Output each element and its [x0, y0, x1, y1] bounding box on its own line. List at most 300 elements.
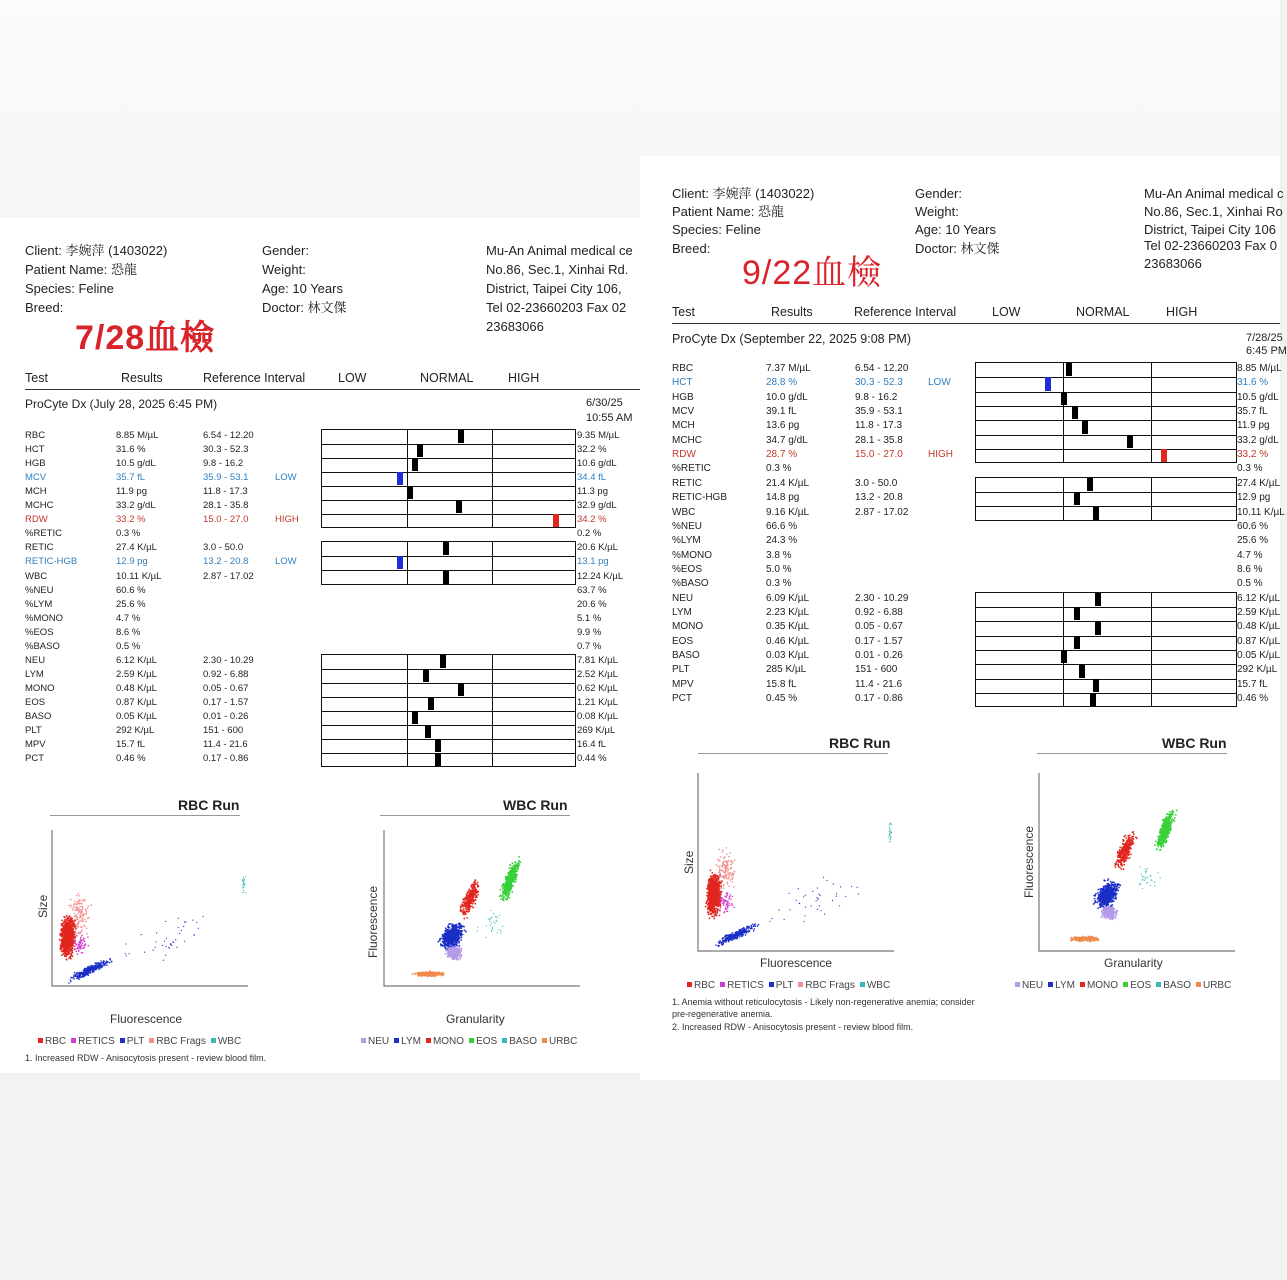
legend-label: RBC: [45, 1036, 67, 1047]
legend-label: RETICS: [78, 1036, 115, 1047]
range-marker: [435, 753, 441, 766]
rbc-legend: [682, 980, 890, 991]
scatter-cluster: [1070, 936, 1099, 943]
rbc-run-title: RBC Run: [829, 735, 891, 751]
clinic-fax: 23683066: [486, 319, 544, 334]
clinic-phone: Tel 02-23660203 Fax 02: [486, 300, 627, 315]
test-name: PCT: [25, 753, 44, 765]
range-marker: [1079, 664, 1085, 677]
report-panel-september: [640, 156, 1287, 1080]
legend-label: WBC: [866, 980, 891, 991]
legend-label: PLT: [775, 980, 794, 991]
previous-result: 33.2 g/dL: [1237, 434, 1279, 446]
range-marker: [1087, 478, 1093, 491]
species-line: Species: Feline: [25, 281, 114, 296]
result-value: 15.7 fL: [116, 739, 146, 751]
flag-label: LOW: [275, 472, 297, 484]
reference-interval: 28.1 - 35.8: [203, 500, 249, 512]
result-value: 0.05 K/µL: [116, 711, 157, 722]
scatter-cluster: [499, 856, 522, 901]
reference-interval: 0.01 - 0.26: [203, 711, 249, 722]
comment-line: 1. Increased RDW - Anisocytosis present - review blood film.: [25, 1053, 267, 1063]
test-name: RETIC: [672, 477, 702, 489]
range-marker: [1090, 693, 1096, 706]
previous-result: 34.4 fL: [577, 472, 607, 484]
scatter-cluster: [59, 915, 77, 961]
reference-interval: 15.0 - 27.0: [855, 449, 903, 461]
clinic-address-1: No.86, Sec.1, Xinhai Rd.: [486, 262, 629, 277]
test-name: LYM: [672, 606, 692, 618]
previous-result: 0.5 %: [1237, 578, 1263, 590]
previous-result: 0.62 K/µL: [577, 682, 618, 694]
reference-interval: 151 - 600: [203, 725, 244, 737]
legend-label: LYM: [401, 1036, 421, 1047]
rbc-x-axis-label: Fluorescence: [110, 1012, 183, 1026]
client-line: Client: 李婉萍 (1403022): [672, 186, 815, 201]
previous-result: 269 K/µL: [577, 725, 616, 737]
previous-result: 4.7 %: [1237, 549, 1263, 561]
header-rule: [672, 323, 1280, 324]
previous-result: 15.7 fL: [1237, 678, 1268, 690]
previous-result: 0.3 %: [1237, 463, 1263, 475]
result-value: 3.8 %: [766, 549, 792, 561]
previous-result: 16.4 fL: [577, 739, 607, 751]
test-name: RETIC-HGB: [672, 492, 727, 504]
wbc-run-title: WBC Run: [503, 797, 568, 813]
range-marker: [440, 655, 446, 668]
result-value: 33.2 %: [116, 514, 146, 526]
test-name: RDW: [25, 514, 48, 526]
previous-result: 20.6 %: [577, 598, 607, 610]
breed-line: Breed:: [25, 300, 64, 315]
previous-result: 11.9 pg: [1237, 420, 1270, 432]
previous-result: 2.59 K/µL: [1237, 606, 1281, 618]
previous-result: 0.48 K/µL: [1237, 621, 1281, 633]
previous-result: 13.1 pg: [577, 556, 609, 568]
reference-interval: 2.30 - 10.29: [203, 654, 254, 666]
scatter-cluster: [412, 970, 445, 977]
rbc-y-axis-label: Size: [36, 894, 50, 918]
previous-time: 6:45 PM: [1246, 345, 1287, 357]
test-name: RETIC: [25, 542, 54, 554]
result-value: 4.7 %: [116, 612, 141, 624]
result-value: 31.6 %: [116, 444, 146, 456]
rbc-scatter-plot: [696, 771, 896, 953]
test-name: %MONO: [672, 549, 712, 561]
previous-result: 34.2 %: [577, 514, 607, 526]
scatter-cluster: [445, 945, 463, 961]
range-marker: [1093, 507, 1099, 520]
legend-swatch: [1156, 982, 1161, 987]
result-value: 0.5 %: [116, 640, 141, 652]
test-name: %RETIC: [672, 463, 711, 475]
previous-result: 2.52 K/µL: [577, 668, 618, 680]
range-marker: [1074, 636, 1080, 649]
col-high: HIGH: [508, 371, 540, 385]
result-value: 292 K/µL: [116, 725, 155, 737]
scatter-cluster: [715, 923, 759, 947]
col-reference: Reference Interval: [854, 305, 957, 319]
col-results: Results: [121, 371, 163, 385]
result-value: 39.1 fL: [766, 406, 797, 418]
result-value: 6.12 K/µL: [116, 654, 157, 666]
result-value: 10.11 K/µL: [116, 570, 162, 582]
reference-interval: 0.92 - 6.88: [855, 606, 903, 618]
test-name: %BASO: [25, 640, 60, 652]
legend-label: URBC: [548, 1036, 578, 1047]
result-value: 21.4 K/µL: [766, 477, 810, 489]
test-name: %MONO: [25, 612, 63, 624]
result-value: 12.9 pg: [116, 556, 148, 568]
result-value: 25.6 %: [116, 598, 146, 610]
reference-interval: 30.3 - 52.3: [203, 444, 249, 456]
reference-interval: 0.17 - 0.86: [203, 753, 249, 765]
result-value: 5.0 %: [766, 563, 792, 575]
legend-swatch: [1123, 982, 1128, 987]
flag-label: HIGH: [928, 449, 953, 461]
test-name: WBC: [672, 506, 696, 518]
report-panel-july: [0, 218, 640, 1073]
legend-swatch: [1080, 982, 1085, 987]
legend-label: MONO: [1086, 980, 1119, 991]
previous-result: 6.12 K/µL: [1237, 592, 1281, 604]
reference-interval: 6.54 - 12.20: [855, 363, 909, 374]
weight-line: Weight:: [262, 262, 306, 277]
wbc-legend: [356, 1036, 577, 1047]
test-name: %NEU: [25, 584, 54, 596]
test-name: %RETIC: [25, 528, 62, 540]
range-marker: [428, 697, 434, 710]
previous-result: 7.81 K/µL: [577, 654, 618, 666]
clinic-phone: Tel 02-23660203 Fax 0: [1144, 238, 1277, 253]
col-reference: Reference Interval: [203, 371, 306, 385]
reference-interval: 3.0 - 50.0: [855, 477, 898, 489]
test-name: RBC: [672, 363, 694, 374]
wbc-y-axis-label: Fluorescence: [1022, 825, 1036, 898]
range-marker: [417, 444, 423, 457]
rbc-x-axis-label: Fluorescence: [760, 956, 833, 970]
previous-result: 292 K/µL: [1237, 664, 1278, 676]
legend-label: RBC: [694, 980, 716, 991]
test-name: %LYM: [25, 598, 53, 610]
range-marker: [1061, 392, 1067, 405]
previous-result: 32.2 %: [577, 444, 607, 456]
range-marker: [423, 669, 429, 682]
rbc-title-rule: [50, 815, 240, 816]
legend-swatch: [38, 1038, 43, 1043]
test-name: PLT: [25, 725, 42, 737]
wbc-run-title: WBC Run: [1162, 735, 1227, 751]
reference-interval: 11.4 - 21.6: [203, 739, 248, 751]
legend-label: NEU: [368, 1036, 390, 1047]
result-value: 0.46 K/µL: [766, 635, 810, 647]
run-label: ProCyte Dx (July 28, 2025 6:45 PM): [25, 397, 218, 411]
previous-result: 8.85 M/µL: [1237, 363, 1282, 374]
col-low: LOW: [992, 305, 1021, 319]
col-high: HIGH: [1166, 305, 1198, 319]
range-marker: [407, 486, 413, 499]
test-name: MPV: [25, 739, 46, 751]
clinic-address-2: District, Taipei City 106: [1144, 222, 1276, 237]
previous-result: 0.7 %: [577, 640, 602, 652]
range-marker: [425, 725, 431, 738]
test-name: PCT: [672, 693, 692, 705]
previous-result: 10.6 g/dL: [577, 458, 617, 470]
test-name: %EOS: [25, 626, 54, 638]
legend-swatch: [769, 982, 774, 987]
col-normal: NORMAL: [420, 371, 474, 385]
legend-label: BASO: [1163, 980, 1191, 991]
legend-label: RBC Frags: [156, 1036, 206, 1047]
result-value: 8.6 %: [116, 626, 141, 638]
legend-label: LYM: [1055, 980, 1075, 991]
breed-line: Breed:: [672, 241, 711, 256]
species-line: Species: Feline: [672, 222, 761, 237]
clinic-name: Mu-An Animal medical c: [1144, 186, 1284, 201]
test-name: RBC: [25, 430, 46, 441]
scatter-cluster: [1114, 831, 1137, 870]
scatter-cluster: [125, 916, 204, 961]
wbc-y-axis-label: Fluorescence: [366, 885, 380, 958]
reference-interval: 6.54 - 12.20: [203, 430, 254, 441]
test-name: %EOS: [672, 563, 703, 575]
wbc-legend: [1010, 980, 1231, 991]
previous-result: 0.05 K/µL: [1237, 650, 1281, 661]
test-name: LYM: [25, 668, 44, 680]
legend-swatch: [1048, 982, 1053, 987]
reference-interval: 9.8 - 16.2: [855, 391, 898, 403]
test-name: MCH: [672, 420, 695, 432]
result-value: 35.7 fL: [116, 472, 146, 484]
client-line: Client: 李婉萍 (1403022): [25, 243, 168, 258]
range-marker: [1074, 607, 1080, 620]
test-name: MCV: [672, 406, 695, 418]
flag-label: LOW: [928, 377, 951, 389]
test-name: %NEU: [672, 520, 703, 532]
clinic-name: Mu-An Animal medical ce: [486, 243, 633, 258]
previous-result: 20.6 K/µL: [577, 542, 618, 554]
result-value: 15.8 fL: [766, 678, 797, 690]
result-value: 28.8 %: [766, 377, 798, 389]
reference-interval: 15.0 - 27.0: [203, 514, 249, 526]
legend-swatch: [502, 1038, 507, 1043]
reference-interval: 35.9 - 53.1: [203, 472, 249, 484]
test-name: MONO: [25, 682, 55, 694]
weight-line: Weight:: [915, 204, 959, 219]
col-normal: NORMAL: [1076, 305, 1130, 319]
result-value: 8.85 M/µL: [116, 430, 159, 441]
range-marker: [397, 556, 403, 569]
previous-result: 1.21 K/µL: [577, 696, 618, 708]
range-marker: [435, 739, 441, 752]
result-value: 0.45 %: [766, 693, 798, 705]
previous-result: 32.9 g/dL: [577, 500, 617, 512]
legend-swatch: [687, 982, 692, 987]
age-line: Age: 10 Years: [262, 281, 343, 296]
result-value: 285 K/µL: [766, 664, 807, 676]
previous-result: 0.08 K/µL: [577, 711, 618, 722]
legend-swatch: [149, 1038, 154, 1043]
reference-interval: 2.87 - 17.02: [855, 506, 909, 518]
scatter-cluster: [888, 823, 892, 843]
result-value: 0.03 K/µL: [766, 650, 810, 661]
range-marker: [443, 571, 449, 584]
legend-swatch: [71, 1038, 76, 1043]
previous-result: 33.2 %: [1237, 449, 1269, 461]
plot-axes: [384, 830, 580, 986]
range-marker: [458, 430, 464, 443]
reference-interval: 0.17 - 0.86: [855, 693, 903, 705]
clinic-address-1: No.86, Sec.1, Xinhai Ro: [1144, 204, 1283, 219]
previous-result: 31.6 %: [1237, 377, 1269, 389]
legend-label: PLT: [126, 1036, 145, 1047]
range-marker: [1161, 449, 1167, 462]
range-marker: [412, 711, 418, 724]
plot-axes: [52, 830, 248, 986]
legend-swatch: [720, 982, 725, 987]
previous-result: 5.1 %: [577, 612, 602, 624]
result-value: 11.9 pg: [116, 486, 147, 498]
reference-interval: 0.17 - 1.57: [855, 635, 903, 647]
range-marker: [1095, 593, 1101, 606]
rbc-run-title: RBC Run: [178, 797, 240, 813]
flag-label: LOW: [275, 556, 297, 568]
legend-label: BASO: [509, 1036, 537, 1047]
previous-result: 60.6 %: [1237, 520, 1269, 532]
range-marker: [1074, 492, 1080, 505]
col-results: Results: [771, 305, 813, 319]
gender-line: Gender:: [262, 243, 309, 258]
age-line: Age: 10 Years: [915, 222, 996, 237]
previous-result: 9.35 M/µL: [577, 430, 620, 441]
reference-interval: 11.4 - 21.6: [855, 678, 903, 690]
reference-interval: 2.87 - 17.02: [203, 570, 254, 582]
legend-swatch: [1196, 982, 1201, 987]
scatter-cluster: [1154, 810, 1178, 851]
result-value: 33.2 g/dL: [116, 500, 156, 512]
reference-interval: 28.1 - 35.8: [855, 434, 903, 446]
handwritten-date-note: 9/22血檢: [742, 254, 883, 292]
previous-result: 0.87 K/µL: [1237, 635, 1281, 647]
range-marker: [553, 514, 559, 527]
previous-result: 25.6 %: [1237, 535, 1269, 547]
scatter-cluster: [770, 877, 859, 922]
legend-swatch: [860, 982, 865, 987]
legend-label: RBC Frags: [805, 980, 855, 991]
reference-interval: 0.05 - 0.67: [203, 682, 249, 694]
range-gauge-block: [321, 429, 576, 528]
test-name: EOS: [672, 635, 694, 647]
result-value: 14.8 pg: [766, 492, 800, 504]
clinic-address-2: District, Taipei City 106,: [486, 281, 622, 296]
previous-result: 63.7 %: [577, 584, 607, 596]
reference-interval: 11.8 - 17.3: [855, 420, 903, 432]
test-name: EOS: [25, 696, 46, 708]
reference-interval: 0.05 - 0.67: [855, 621, 903, 633]
legend-label: URBC: [1202, 980, 1232, 991]
patient-line: Patient Name: 恐龍: [672, 204, 784, 219]
reference-interval: 0.17 - 1.57: [203, 696, 249, 708]
test-name: PLT: [672, 664, 690, 676]
col-test: Test: [672, 305, 695, 319]
range-gauge-block: [321, 654, 576, 767]
scatter-cluster: [1139, 866, 1161, 889]
result-value: 7.37 M/µL: [766, 363, 811, 374]
previous-result: 0.46 %: [1237, 693, 1269, 705]
comment-line-2: pre-regenerative anemia.: [672, 1009, 773, 1019]
range-marker: [458, 683, 464, 696]
col-low: LOW: [338, 371, 367, 385]
test-name: MCH: [25, 486, 47, 498]
legend-swatch: [120, 1038, 125, 1043]
wbc-title-rule: [1037, 753, 1227, 754]
result-value: 0.35 K/µL: [766, 621, 810, 633]
result-value: 10.5 g/dL: [116, 458, 156, 470]
legend-label: NEU: [1022, 980, 1044, 991]
plot-axes: [1039, 773, 1235, 951]
wbc-scatter-plot: [1037, 771, 1237, 953]
legend-swatch: [542, 1038, 547, 1043]
previous-result: 12.9 pg: [1237, 492, 1271, 504]
result-value: 2.23 K/µL: [766, 606, 810, 618]
legend-label: RETICS: [727, 980, 764, 991]
clinic-fax: 23683066: [1144, 256, 1202, 271]
range-marker: [397, 472, 403, 485]
previous-result: 10.11 K/µL: [1237, 506, 1285, 518]
previous-result: 11.3 pg: [577, 486, 608, 498]
wbc-title-rule: [380, 815, 570, 816]
header-rule: [25, 389, 640, 390]
legend-label: EOS: [476, 1036, 498, 1047]
reference-interval: 3.0 - 50.0: [203, 542, 244, 554]
result-value: 0.3 %: [766, 463, 792, 475]
previous-result: 0.44 %: [577, 753, 607, 765]
doctor-line: Doctor: 林文傑: [915, 241, 1000, 256]
scatter-cluster: [460, 879, 480, 919]
wbc-x-axis-label: Granularity: [1104, 956, 1163, 970]
doctor-line: Doctor: 林文傑: [262, 300, 347, 315]
rbc-y-axis-label: Size: [682, 850, 696, 874]
previous-result: 10.5 g/dL: [1237, 391, 1279, 403]
legend-swatch: [211, 1038, 216, 1043]
range-gauge-block: [975, 362, 1237, 463]
result-value: 60.6 %: [116, 584, 146, 596]
reference-interval: 35.9 - 53.1: [855, 406, 903, 418]
legend-swatch: [394, 1038, 399, 1043]
range-marker: [412, 458, 418, 471]
reference-interval: 0.01 - 0.26: [855, 650, 903, 661]
test-name: HGB: [672, 391, 694, 403]
test-name: BASO: [25, 711, 52, 722]
test-name: BASO: [672, 650, 700, 661]
test-name: MPV: [672, 678, 694, 690]
previous-date: 6/30/25: [586, 397, 623, 409]
run-label: ProCyte Dx (September 22, 2025 9:08 PM): [672, 332, 912, 346]
test-name: MONO: [672, 621, 704, 633]
result-value: 0.46 %: [116, 753, 146, 765]
patient-line: Patient Name: 恐龍: [25, 262, 137, 277]
result-value: 0.48 K/µL: [116, 682, 157, 694]
test-name: WBC: [25, 570, 48, 582]
handwritten-date-note: 7/28血檢: [75, 319, 216, 357]
range-marker: [1045, 377, 1051, 390]
range-marker: [1061, 650, 1067, 663]
test-name: MCHC: [672, 434, 702, 446]
previous-result: 0.2 %: [577, 528, 602, 540]
range-marker: [1095, 621, 1101, 634]
result-value: 0.87 K/µL: [116, 696, 157, 708]
reference-interval: 0.92 - 6.88: [203, 668, 249, 680]
